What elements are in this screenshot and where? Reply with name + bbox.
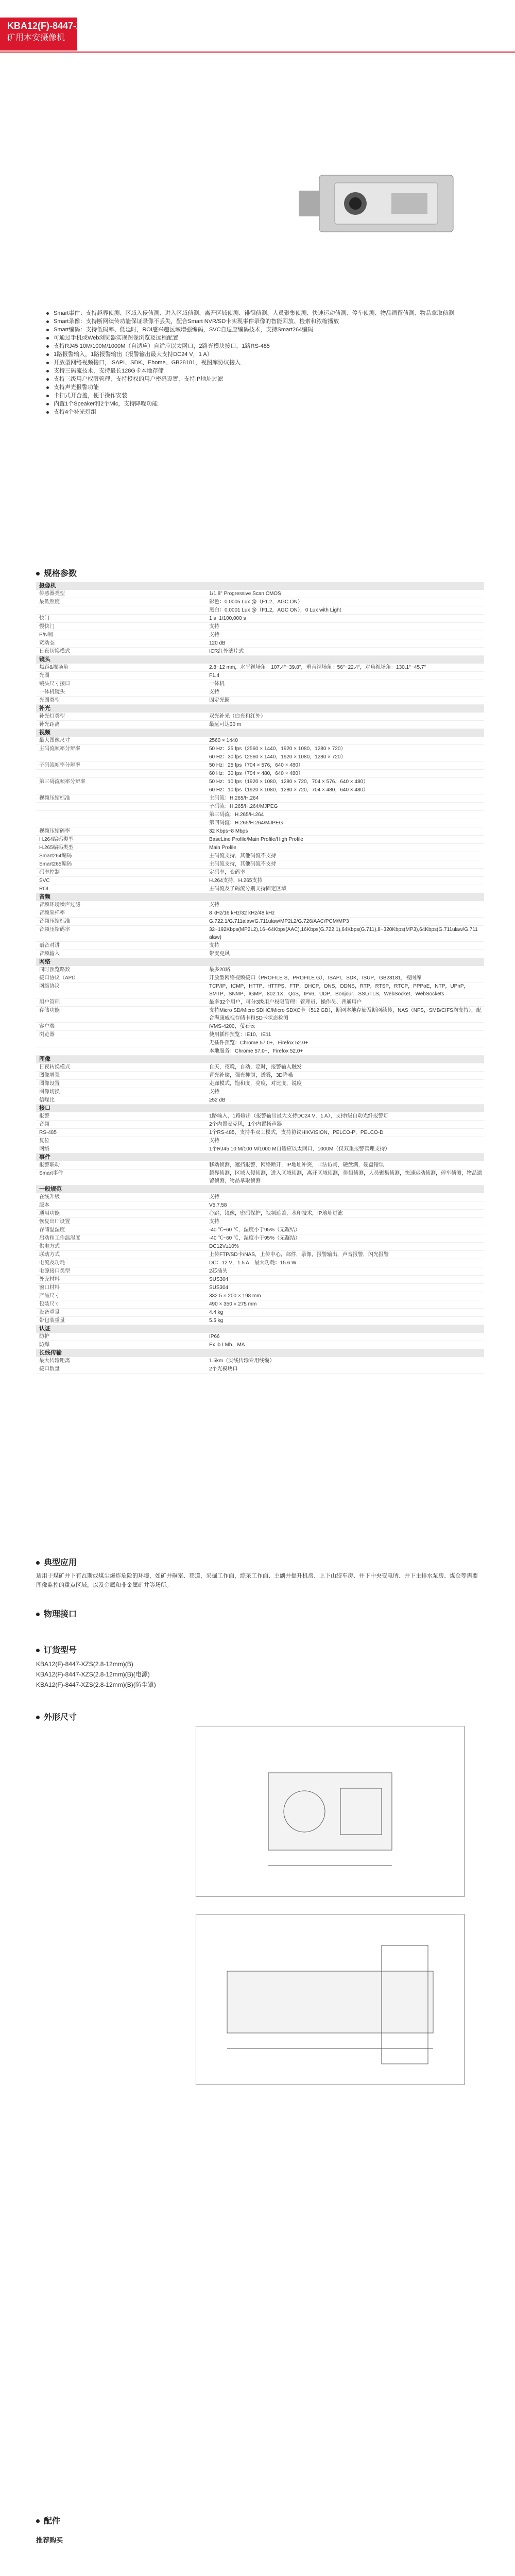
- spec-key: 主码流帧率分辨率: [39, 746, 80, 752]
- spec-value: 支持: [209, 902, 219, 908]
- header-divider: [0, 52, 515, 53]
- spec-key: P/N制: [39, 632, 53, 638]
- spec-value: 背光补偿，强光抑制，透雾，3D降噪: [209, 1073, 293, 1078]
- spec-key: [36, 606, 209, 614]
- spec-key: 光圈: [39, 673, 49, 679]
- spec-key: RS-485: [39, 1130, 57, 1136]
- spec-row: [36, 1161, 484, 1170]
- spec-row: [36, 721, 484, 729]
- spec-key: [36, 770, 209, 777]
- spec-row: [36, 1341, 484, 1349]
- spec-value: 使用插件预览：IE10，IE11: [209, 1032, 271, 1038]
- spec-key: 带包装重量: [39, 1318, 65, 1324]
- spec-value: H.264支持，H.265支持: [209, 878, 263, 884]
- spec-key: 客户端: [39, 1024, 55, 1029]
- product-name: 矿用本安摄像机: [7, 33, 65, 42]
- spec-value: 固定光圈: [209, 698, 230, 703]
- spec-key: [36, 811, 209, 819]
- spec-value: 第三码流：H.265/H.264: [209, 812, 264, 818]
- spec-key: SVC: [39, 878, 50, 884]
- spec-row: [36, 680, 484, 688]
- spec-row: [36, 1193, 484, 1201]
- spec-row: [36, 606, 484, 615]
- spec-group-header: 摄像机: [36, 582, 484, 590]
- spec-row: [36, 836, 484, 844]
- spec-value: 2个内置麦克风，1个内置扬声器: [209, 1122, 282, 1127]
- spec-key: 图像增强: [39, 1073, 60, 1078]
- spec-key: 日夜转换模式: [39, 1064, 70, 1070]
- spec-row: [36, 877, 484, 885]
- spec-value: 60 Hz：30 fps（704 × 480，640 × 480）: [209, 771, 303, 776]
- spec-group-header: 接口: [36, 1105, 484, 1112]
- spec-value: 支持: [209, 1089, 219, 1095]
- spec-key: 图像设置: [39, 1081, 60, 1087]
- spec-row: [36, 1023, 484, 1031]
- spec-value: 1个RJ45 10 M/100 M/1000 M自适应以太网口，1000M（仅双重报警管理支持）: [209, 1146, 390, 1152]
- spec-value: Main Profile: [209, 845, 236, 851]
- spec-key: 在线升级: [39, 1194, 60, 1200]
- spec-key: Smart265编码: [39, 861, 72, 867]
- spec-key: 宽动态: [39, 640, 55, 646]
- spec-value: G.722.1/G.711alaw/G.711ulaw/MP2L2/G.726/AAC/PCM/MP3: [209, 919, 349, 924]
- spec-row: [36, 1088, 484, 1096]
- spec-row: [36, 942, 484, 950]
- spec-key: 码率控制: [39, 870, 60, 875]
- product-model: KBA12(F)-8447-XZS(B): [7, 21, 108, 31]
- spec-row: [36, 1170, 484, 1185]
- spec-row: [36, 1309, 484, 1317]
- spec-key: 图像切换: [39, 1089, 60, 1095]
- spec-key: 最大图像尺寸: [39, 738, 70, 743]
- spec-row: [36, 1276, 484, 1284]
- spec-key: 音频环境噪声过滤: [39, 902, 80, 908]
- spec-key: [36, 786, 209, 794]
- spec-value: 50 Hz：25 fps（2560 × 1440，1920 × 1080，1280 × 720）: [209, 746, 346, 752]
- spec-group-header: 长线传输: [36, 1349, 484, 1357]
- spec-value: 50 Hz：10 fps（1920 × 1080，1280 × 720，704 × 576，640 × 480）: [209, 779, 369, 785]
- spec-value: 一体机: [209, 681, 225, 687]
- feature-item: 开放型网络视频接口，ISAPI、SDK、Ehome、GB28181，视图库协议接入: [46, 359, 489, 367]
- spec-value: ≥52 dB: [209, 1097, 226, 1103]
- feature-item: 内置1个Speaker和2个Mic，支持降噪功能: [46, 400, 489, 408]
- spec-row: [36, 1129, 484, 1137]
- spec-value: 支持Micro SD/Micro SDHC/Micro SDXC卡（512 GB），断网本地存储及断网续传，NAS（NFS，SMB/CIFS均支持），配合海康威视存储卡和SD卡状态检测: [209, 1008, 482, 1021]
- spec-row: [36, 1201, 484, 1210]
- spec-value: 最多20路: [209, 967, 231, 973]
- spec-row: [36, 950, 484, 958]
- spec-value: 支持: [209, 632, 219, 638]
- spec-value: 支持: [209, 943, 219, 948]
- spec-value: DC12V±10%: [209, 1244, 239, 1249]
- spec-key: 通用功能: [39, 1211, 60, 1216]
- spec-row: [36, 1047, 484, 1056]
- feature-item: 支持RJ45 10M/100M/1000M（自适应）自适应以太网口，2路光模块接口，1路RS-485: [46, 342, 489, 350]
- spec-key: 供电方式: [39, 1244, 60, 1249]
- spec-row: [36, 1284, 484, 1292]
- spec-row: [36, 672, 484, 680]
- spec-row: [36, 1072, 484, 1080]
- spec-group-header: 补光: [36, 705, 484, 713]
- spec-key: 产品尺寸: [39, 1293, 60, 1299]
- spec-value: 5.5 kg: [209, 1318, 224, 1324]
- spec-key: 复位: [39, 1138, 49, 1144]
- spec-key: [36, 1039, 209, 1047]
- feature-item: 卡扣式开合盖，便于操作安装: [46, 392, 489, 400]
- spec-row: [36, 1031, 484, 1039]
- spec-row: [36, 803, 484, 811]
- spec-value: 32 Kbps~8 Mbps: [209, 828, 248, 834]
- spec-row: [36, 1259, 484, 1267]
- spec-key: 传感器类型: [39, 591, 65, 597]
- spec-row: [36, 811, 484, 819]
- spec-value: 支持: [209, 1138, 219, 1144]
- spec-value: 32~192Kbps(MP2L2),16~64Kbps(AAC),16Kbps(G.722.1),64Kbps(G.711),8~320Kbps(MP3),64Kbps(G.711ulaw/G.711 alaw): [209, 927, 478, 940]
- feature-item: 支持声光报警功能: [46, 383, 489, 392]
- spec-group-header: 一般规范: [36, 1185, 484, 1193]
- spec-value: SUS304: [209, 1285, 229, 1291]
- spec-row: [36, 770, 484, 778]
- spec-key: 接口数量: [39, 1366, 60, 1372]
- spec-row: [36, 901, 484, 909]
- spec-key: 子码流帧率分辨率: [39, 762, 80, 768]
- spec-group-header: 镜头: [36, 656, 484, 664]
- spec-key: [36, 1047, 209, 1055]
- feature-item: Smart编码：支持低码率、低延时，ROI感兴趣区域增强编码，SVC自适应编码技术，支持Smart264编码: [46, 326, 489, 334]
- spec-key: 接口协议（API）: [39, 975, 79, 981]
- spec-value: 50 Hz：25 fps（704 × 576，640 × 480）: [209, 762, 303, 768]
- spec-row: [36, 639, 484, 648]
- spec-key: 存储温湿度: [39, 1227, 65, 1233]
- spec-group-header: 事件: [36, 1154, 484, 1161]
- spec-key: 音频: [39, 1122, 49, 1127]
- spec-value: 332.5 × 200 × 198 mm: [209, 1293, 261, 1299]
- spec-value: 心跳，镜像，密码保护，视频遮盖，水印技术，IP地址过滤: [209, 1211, 343, 1216]
- spec-row: [36, 778, 484, 786]
- spec-value: 2芯插头: [209, 1268, 228, 1274]
- spec-row: [36, 753, 484, 761]
- spec-value: 1 s~1/100,000 s: [209, 616, 246, 621]
- feature-item: Smart录像：支持断网续传功能保证录像不丢失，配合Smart NVR/SD卡实现事件录像的智能回放、检索和浓缩播放: [46, 317, 489, 326]
- section-accessories: 配件: [36, 2514, 60, 2526]
- section-interface: 物理接口: [36, 1607, 77, 1619]
- spec-row: [36, 745, 484, 753]
- spec-key: 光圈类型: [39, 698, 60, 703]
- recommended-label: 推荐购买: [36, 2536, 63, 2544]
- spec-row: [36, 648, 484, 656]
- spec-row: [36, 885, 484, 893]
- spec-value: 本地服务：Chrome 57.0+，Firefox 52.0+: [209, 1048, 303, 1054]
- spec-row: [36, 1080, 484, 1088]
- spec-row: [36, 1137, 484, 1145]
- spec-value: 无插件预览：Chrome 57.0+，Firefox 52.0+: [209, 1040, 308, 1046]
- spec-row: [36, 1267, 484, 1276]
- order-list: [36, 1659, 156, 1690]
- spec-key: 一体机镜头: [39, 689, 65, 695]
- spec-value: 主码流支持，其他码流不支持: [209, 861, 276, 867]
- spec-key: 语音对讲: [39, 943, 60, 948]
- order-item: KBA12(F)-8447-XZS(2.8-12mm)(B): [36, 1660, 133, 1668]
- spec-row: [36, 1145, 484, 1154]
- spec-value: 支持: [209, 1194, 219, 1200]
- spec-value: 主码流及子码流分别支持固定区域: [209, 886, 286, 892]
- spec-row: [36, 761, 484, 770]
- spec-key: 焦距&视场角: [39, 665, 68, 670]
- spec-value: 2.8~12 mm，水平视场角：107.4°~39.8°，垂直视场角：56°~22.4°，对角视场角：130.1°~45.7°: [209, 665, 426, 670]
- spec-group-header: 认证: [36, 1325, 484, 1333]
- spec-row: [36, 819, 484, 827]
- spec-row: [36, 1243, 484, 1251]
- spec-key: 信噪比: [39, 1097, 55, 1103]
- spec-row: [36, 918, 484, 926]
- spec-table: [36, 582, 484, 1374]
- spec-key: 电源接口类型: [39, 1268, 70, 1274]
- spec-value: 移动侦测，遮挡报警，网络断开，IP地址冲突，非法访问，硬盘满，硬盘错误: [209, 1162, 384, 1168]
- spec-value: 彩色：0.0005 Lux @（F1.2，AGC ON）: [209, 599, 303, 605]
- spec-value: 60 Hz：30 fps（2560 × 1440，1920 × 1080，1280 × 720）: [209, 754, 346, 760]
- spec-key: 视频压缩标准: [39, 795, 70, 801]
- spec-row: [36, 998, 484, 1007]
- dimension-drawing-front: [196, 1726, 465, 1897]
- feature-item: Smart事件：支持越界侦测、区域入侵侦测、进入区域侦测、离开区域侦测、徘徊侦测、人员聚集侦测、快速运动侦测、停车侦测、物品遗留侦测、物品拿取侦测: [46, 309, 489, 317]
- spec-key: Smart事件: [39, 1171, 63, 1176]
- spec-key: 用户管理: [39, 999, 60, 1005]
- spec-row: [36, 1112, 484, 1121]
- spec-row: [36, 623, 484, 631]
- spec-key: ROI: [39, 886, 48, 892]
- spec-key: 补光距离: [39, 722, 60, 727]
- spec-row: [36, 926, 484, 942]
- spec-group-header: 视频: [36, 729, 484, 737]
- spec-row: [36, 1121, 484, 1129]
- spec-key: H.264编码类型: [39, 837, 74, 842]
- feature-item: 支持4个补光灯组: [46, 408, 489, 416]
- spec-row: [36, 1234, 484, 1243]
- spec-key: 包装尺寸: [39, 1301, 60, 1307]
- spec-value: 主码流：H.265/H.264: [209, 795, 259, 801]
- spec-row: [36, 737, 484, 745]
- spec-key: 窗口材料: [39, 1285, 60, 1291]
- spec-row: [36, 974, 484, 982]
- spec-value: Ex ib I Mb，MA: [209, 1342, 245, 1348]
- spec-value: 双光补光（白光和红外）: [209, 714, 266, 719]
- spec-key: 音频压缩标准: [39, 919, 70, 924]
- spec-value: 开放型网络视频接口（PROFILE S，PROFILE G），ISAPI，SDK，ISUP，GB28181，视图库: [209, 975, 422, 981]
- spec-value: 1.5km（实线传输专用线缆）: [209, 1358, 275, 1364]
- spec-row: [36, 1317, 484, 1325]
- order-item: KBA12(F)-8447-XZS(2.8-12mm)(B)(电源): [36, 1671, 150, 1678]
- spec-value: 黑白：0.0001 Lux @（F1.2，AGC ON），0 Lux with Light: [209, 607, 341, 613]
- spec-value: 支持: [209, 624, 219, 630]
- spec-value: 越界侦测，区域入侵侦测，进入区域侦测，离开区域侦测，徘徊侦测，人员聚集侦测，快速运动侦测，停车侦测，物品遗留侦测，物品拿取侦测: [209, 1171, 482, 1184]
- spec-value: 子码流：H.265/H.264/MJPEG: [209, 804, 278, 809]
- spec-value: 490 × 350 × 275 mm: [209, 1301, 257, 1307]
- spec-value: 8 kHz/16 kHz/32 kHz/48 kHz: [209, 910, 275, 916]
- spec-value: 2个光模块口: [209, 1366, 238, 1372]
- spec-value: TCP/IP，ICMP，HTTP，HTTPS，FTP，DHCP，DNS，DDNS，RTP，RTSP，RTCP，PPPoE，NTP，UPnP，SMTP，SNMP，IGMP，802.1X，QoS，IPv6，UDP，Bonjour，SSL/TLS，WebSocket，WebSockets: [209, 984, 469, 997]
- spec-key: 外壳材料: [39, 1277, 60, 1282]
- dimension-drawing-side: [196, 1914, 465, 2085]
- spec-value: 走廊模式，饱和度，亮度，对比度，锐度: [209, 1081, 302, 1087]
- spec-value: 最多32个用户，可分3级用户权限管理：管理员、操作员、普通用户: [209, 999, 362, 1005]
- spec-value: 1路输入，1路输出（报警输出最大支持DC24 V，1 A），支持I级自动光纤报警灯: [209, 1113, 389, 1119]
- spec-key: 镜头尺寸接口: [39, 681, 70, 687]
- spec-row: [36, 598, 484, 606]
- feature-item: 可通过手机或Web浏览器实现图像浏览及远程配置: [46, 334, 489, 342]
- spec-key: 设备重量: [39, 1310, 60, 1315]
- feature-item: 1路报警输入，1路报警输出（报警输出最大支持DC24 V，1 A）: [46, 350, 489, 359]
- spec-key: 日夜切换模式: [39, 649, 70, 654]
- spec-key: 网络: [39, 1146, 49, 1152]
- spec-key: 最大传输距离: [39, 1358, 70, 1364]
- spec-row: [36, 1226, 484, 1234]
- spec-value: 主码流支持，其他码流不支持: [209, 853, 276, 859]
- spec-group-header: 图像: [36, 1056, 484, 1063]
- spec-value: iVMS-4200，萤石云: [209, 1024, 255, 1029]
- spec-value: 120 dB: [209, 640, 226, 646]
- spec-row: [36, 590, 484, 598]
- spec-row: [36, 909, 484, 918]
- feature-item: 支持三码流技术，支持最长128G卡本地存储: [46, 367, 489, 375]
- spec-row: [36, 688, 484, 697]
- spec-key: 同时预览路数: [39, 967, 70, 973]
- spec-value: ICR红外滤片式: [209, 649, 244, 654]
- spec-row: [36, 1063, 484, 1072]
- spec-key: 音频压缩码率: [39, 927, 70, 933]
- spec-key: 版本: [39, 1202, 49, 1208]
- spec-key: 防爆: [39, 1342, 49, 1348]
- feature-item: 支持三级用户权限管理，支持授权的用户密码设置，支持IP地址过滤: [46, 375, 489, 383]
- spec-value: -40 ℃~60 ℃，湿度小于95%（无凝结）: [209, 1227, 300, 1233]
- spec-row: [36, 1096, 484, 1105]
- spec-key: 音频输入: [39, 951, 60, 957]
- section-dimensions: 外形尺寸: [36, 1710, 77, 1722]
- spec-row: [36, 713, 484, 721]
- spec-key: 音频采样率: [39, 910, 65, 916]
- section-order: 订货型号: [36, 1643, 77, 1655]
- spec-row: [36, 1039, 484, 1047]
- spec-value: 支持: [209, 1219, 219, 1225]
- spec-key: 防护: [39, 1334, 49, 1340]
- spec-row: [36, 1210, 484, 1218]
- spec-value: DC：12 V，1.5 A，最大功耗：15.6 W: [209, 1260, 297, 1266]
- spec-value: 2560 × 1440: [209, 738, 238, 743]
- spec-key: 第三码流帧率分辨率: [39, 779, 85, 785]
- spec-value: 第四码流：H.265/H.264/MJPEG: [209, 820, 283, 826]
- spec-row: [36, 1292, 484, 1300]
- spec-row: [36, 1357, 484, 1365]
- spec-row: [36, 1300, 484, 1309]
- spec-row: [36, 1218, 484, 1226]
- spec-key: 最低照度: [39, 599, 60, 605]
- camera-image: [288, 155, 484, 247]
- spec-value: BaseLine Profile/Main Profile/High Profile: [209, 837, 303, 842]
- spec-row: [36, 615, 484, 623]
- spec-key: 慢快门: [39, 624, 55, 630]
- spec-key: 视频压缩码率: [39, 828, 70, 834]
- spec-value: 支持: [209, 689, 219, 695]
- spec-value: -40 ℃~60 ℃，湿度小于95%（无凝结）: [209, 1235, 300, 1241]
- spec-value: 4.4 kg: [209, 1310, 224, 1315]
- application-text: 适用于煤矿井下有瓦斯或煤尘爆炸危险的环境，如矿井硐室、巷道，采掘工作面，综采工作面、主副井提升机房、上下山绞车房、井下中央变电所、井下主排水泵房、煤仓等需要图像监控的重点区域，以及金属和非金属矿井等场所。: [36, 1573, 478, 1588]
- spec-key: 启动和工作温湿度: [39, 1235, 80, 1241]
- spec-row: [36, 786, 484, 794]
- spec-value: 定码率，变码率: [209, 870, 245, 875]
- spec-value: V5.7.58: [209, 1202, 227, 1208]
- spec-key: 浏览器: [39, 1032, 55, 1038]
- spec-row: [36, 827, 484, 836]
- spec-key: 报警: [39, 1113, 49, 1119]
- feature-list: [46, 309, 489, 416]
- spec-value: 自天，夜晚，自动，定时，报警输入触发: [209, 1064, 302, 1070]
- spec-row: [36, 794, 484, 803]
- spec-row: [36, 664, 484, 672]
- spec-key: [36, 803, 209, 810]
- spec-value: IP66: [209, 1334, 220, 1340]
- spec-row: [36, 982, 484, 998]
- spec-value: 1/1.8" Progressive Scan CMOS: [209, 591, 281, 597]
- spec-row: [36, 1365, 484, 1374]
- spec-value: 60 Hz：10 fps（1920 × 1080，1280 × 720，704 × 480，640 × 480）: [209, 787, 369, 793]
- spec-key: 网络协议: [39, 984, 60, 989]
- spec-value: 上传FTP/SD卡/NAS，上传中心，邮件，录像，报警输出，声音报警，闪光报警: [209, 1252, 389, 1258]
- spec-row: [36, 1251, 484, 1259]
- spec-row: [36, 1333, 484, 1341]
- spec-row: [36, 631, 484, 639]
- spec-row: [36, 869, 484, 877]
- spec-row: [36, 860, 484, 869]
- spec-group-header: 音频: [36, 893, 484, 901]
- spec-key: 快门: [39, 616, 49, 621]
- spec-key: H.265编码类型: [39, 845, 74, 851]
- spec-key: [36, 819, 209, 827]
- spec-key: 电流及功耗: [39, 1260, 65, 1266]
- spec-value: SUS304: [209, 1277, 229, 1282]
- spec-key: 补光灯类型: [39, 714, 65, 719]
- spec-row: [36, 697, 484, 705]
- spec-key: Smart264编码: [39, 853, 72, 859]
- spec-key: 恢复出厂设置: [39, 1219, 70, 1225]
- spec-row: [36, 844, 484, 852]
- spec-row: [36, 852, 484, 860]
- spec-key: 报警联动: [39, 1162, 60, 1168]
- spec-group-header: 网络: [36, 958, 484, 966]
- spec-row: [36, 1007, 484, 1023]
- spec-value: 最远可达30 m: [209, 722, 242, 727]
- spec-row: [36, 966, 484, 974]
- spec-value: F1.4: [209, 673, 220, 679]
- spec-value: 1个RS-485，支持半双工模式，支持协议HIKVISION，PELCO-P，PELCO-D: [209, 1130, 384, 1136]
- section-application: 典型应用: [36, 1556, 77, 1568]
- spec-key: [36, 753, 209, 761]
- spec-value: 带麦克风: [209, 951, 230, 957]
- section-spec: 规格参数: [36, 567, 77, 579]
- order-item: KBA12(F)-8447-XZS(2.8-12mm)(B)(防尘罩): [36, 1681, 156, 1688]
- spec-key: 联动方式: [39, 1252, 60, 1258]
- spec-key: 存储功能: [39, 1008, 60, 1013]
